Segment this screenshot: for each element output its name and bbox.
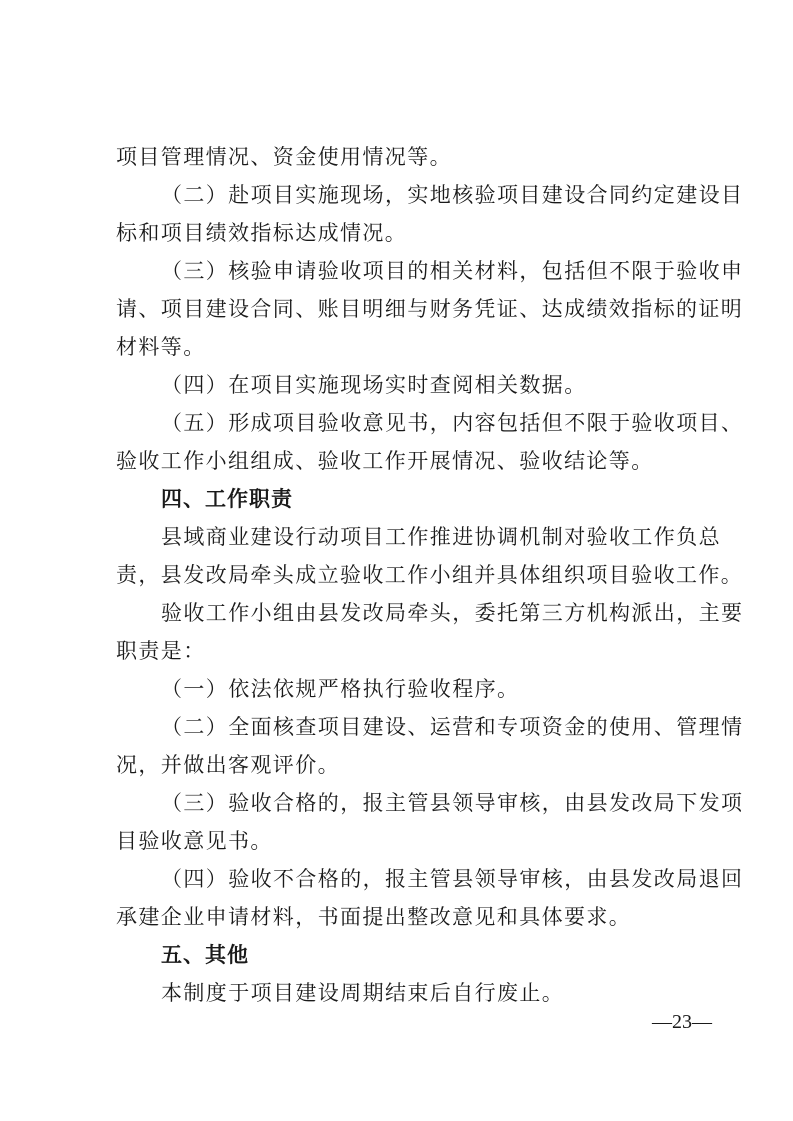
text-line: 请、项目建设合同、账目明细与财务凭证、达成绩效指标的证明	[116, 297, 744, 321]
text-line: （四）在项目实施现场实时查阅相关数据。	[161, 373, 587, 397]
text-line: （五）形成项目验收意见书，内容包括但不限于验收项目、	[161, 411, 744, 435]
text-line: 责，县发改局牵头成立验收工作小组并具体组织项目验收工作。	[116, 563, 744, 587]
text-line: 验收工作小组组成、验收工作开展情况、验收结论等。	[116, 449, 654, 473]
text-line: 本制度于项目建设周期结束后自行废止。	[161, 981, 565, 1005]
text-line: 目验收意见书。	[116, 829, 273, 853]
text-line: （一）依法依规严格执行验收程序。	[161, 677, 520, 701]
text-line: 况，并做出客观评价。	[116, 753, 340, 777]
text-line: （三）核验申请验收项目的相关材料，包括但不限于验收申	[161, 259, 744, 283]
page-number: —23—	[652, 1011, 712, 1033]
text-line: （三）验收合格的，报主管县领导审核，由县发改局下发项	[161, 791, 744, 815]
text-line: 材料等。	[116, 335, 206, 359]
text-line: 标和项目绩效指标达成情况。	[116, 221, 408, 245]
section-heading-duties: 四、工作职责	[161, 487, 293, 511]
text-line: 验收工作小组由县发改局牵头，委托第三方机构派出，主要	[161, 601, 744, 625]
text-line: 承建企业申请材料，书面提出整改意见和具体要求。	[116, 905, 632, 929]
text-line: 县域商业建设行动项目工作推进协调机制对验收工作负总	[161, 525, 721, 549]
text-line: （四）验收不合格的，报主管县领导审核，由县发改局退回	[161, 867, 744, 891]
text-line: （二）赴项目实施现场，实地核验项目建设合同约定建设目	[161, 183, 744, 207]
text-line: 职责是：	[116, 639, 206, 663]
section-heading-other: 五、其他	[161, 943, 249, 967]
text-line: 项目管理情况、资金使用情况等。	[116, 145, 452, 169]
text-line: （二）全面核查项目建设、运营和专项资金的使用、管理情	[161, 715, 744, 739]
